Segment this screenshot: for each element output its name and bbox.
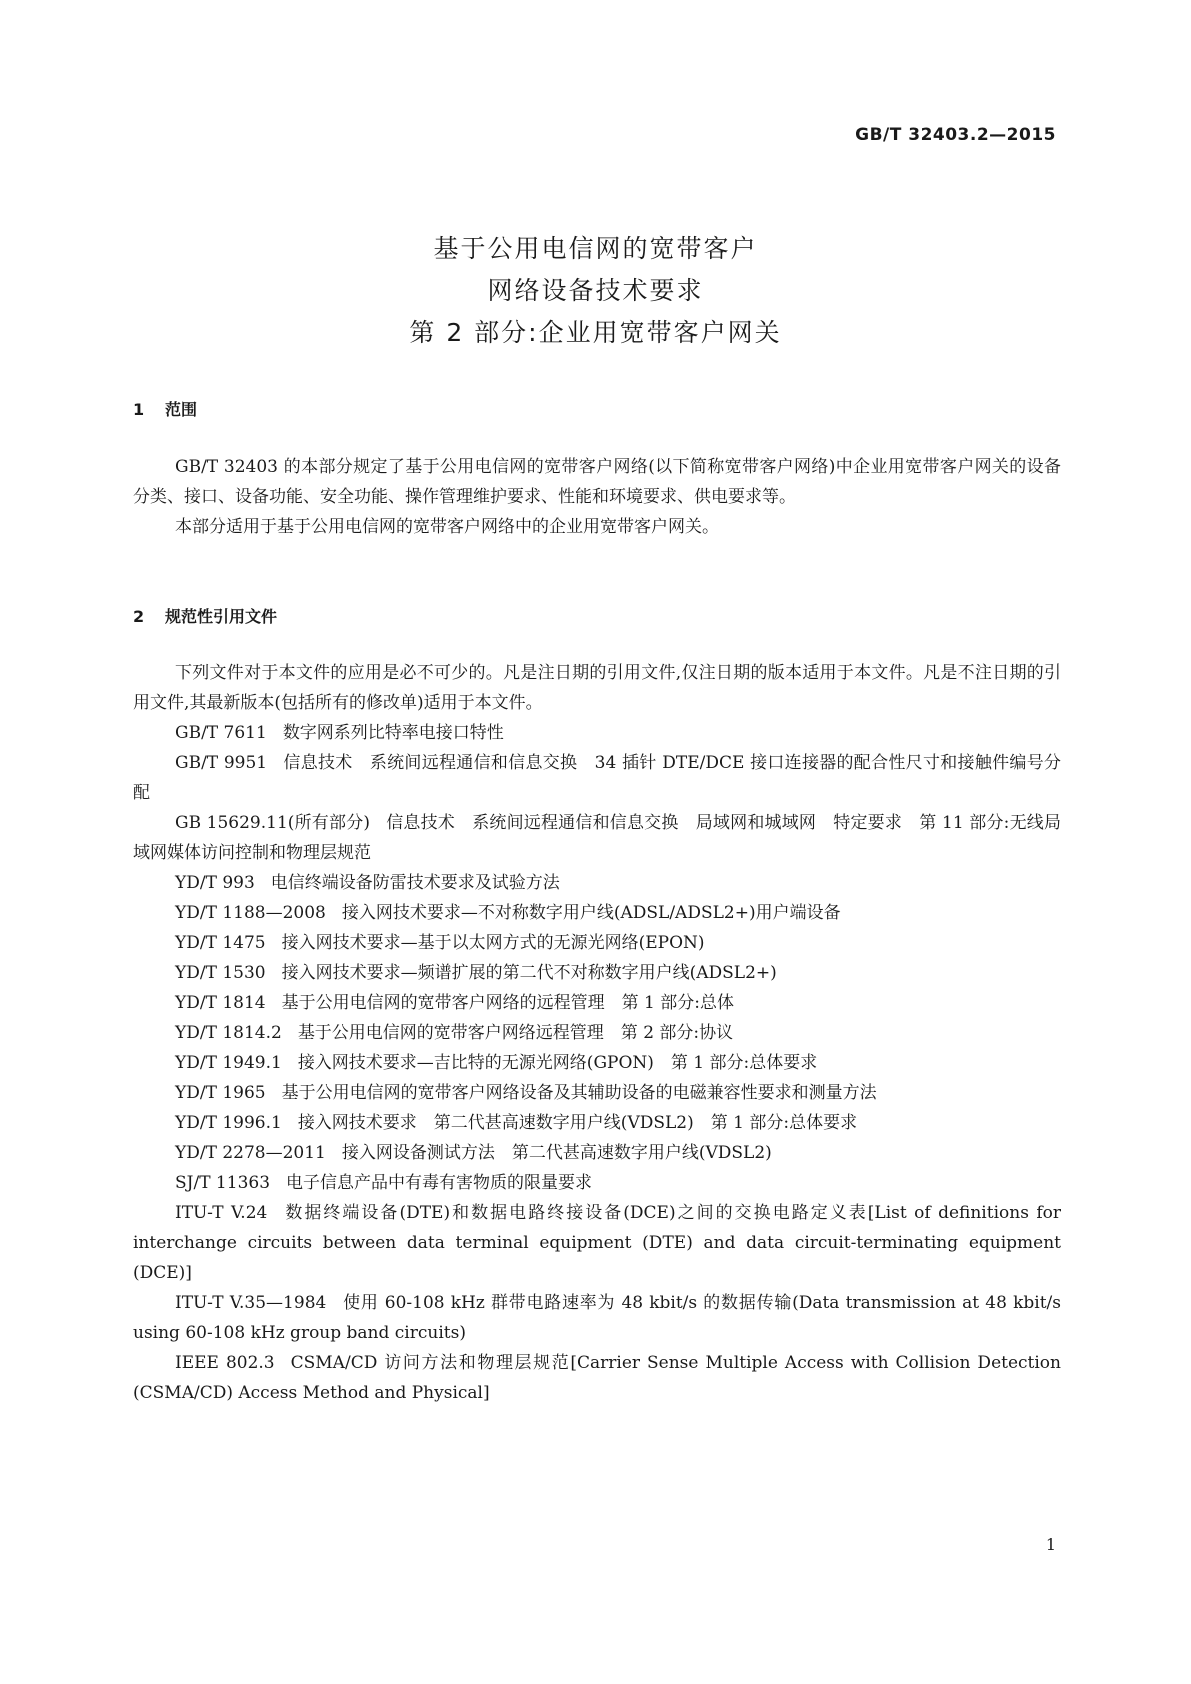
ref-title: 数字网系列比特率电接口特性	[282, 723, 504, 743]
section-title: 规范性引用文件	[165, 607, 278, 626]
reference-item	[133, 1198, 1061, 1288]
reference-item	[133, 1108, 1061, 1138]
reference-item	[133, 898, 1061, 928]
ref-code: GB 15629.11(所有部分)	[175, 813, 371, 833]
ref-title: 接入网技术要求—吉比特的无源光网络(GPON) 第 1 部分:总体要求	[297, 1053, 818, 1073]
ref-code: GB/T 7611	[175, 723, 267, 743]
ref-code: YD/T 993	[175, 873, 255, 893]
ref-code: ITU-T V.35—1984	[175, 1293, 327, 1313]
standard-code: GB/T 32403.2—2015	[855, 125, 1056, 145]
paragraph: GB/T 32403 的本部分规定了基于公用电信网的宽带客户网络(以下简称宽带客户网络)中企业用宽带客户网关的设备分类、接口、设备功能、安全功能、操作管理维护要求、性能和环境要求、供电要求等。	[133, 457, 1061, 507]
ref-code: YD/T 1530	[175, 963, 266, 983]
section-number: 2	[133, 607, 145, 626]
reference-item	[133, 868, 1061, 898]
section-1-heading	[133, 397, 197, 420]
ref-title: 电子信息产品中有毒有害物质的限量要求	[286, 1173, 593, 1193]
reference-item	[133, 718, 1061, 748]
paragraph: 下列文件对于本文件的应用是必不可少的。凡是注日期的引用文件,仅注日期的版本适用于本文件。凡是不注日期的引用文件,其最新版本(包括所有的修改单)适用于本文件。	[133, 663, 1061, 713]
reference-item	[133, 1048, 1061, 1078]
section-2-heading	[133, 604, 277, 627]
reference-item	[133, 1138, 1061, 1168]
reference-item	[133, 808, 1061, 868]
reference-item	[133, 988, 1061, 1018]
reference-item	[133, 1078, 1061, 1108]
ref-title: CSMA/CD 访问方法和物理层规范[Carrier Sense Multiple Access with Collision Detection (CSMA/CD) Access Method and Physical]	[133, 1353, 1061, 1403]
reference-item	[133, 958, 1061, 988]
reference-item	[133, 1288, 1061, 1348]
ref-code: YD/T 2278—2011	[175, 1143, 326, 1163]
reference-item	[133, 1168, 1061, 1198]
ref-code: ITU-T V.24	[175, 1203, 268, 1223]
ref-code: YD/T 1814.2	[175, 1023, 282, 1043]
ref-title: 电信终端设备防雷技术要求及试验方法	[270, 873, 560, 893]
page-number: 1	[1045, 1535, 1056, 1554]
ref-code: YD/T 1188—2008	[175, 903, 326, 923]
ref-code: YD/T 1475	[175, 933, 266, 953]
paragraph: 本部分适用于基于公用电信网的宽带客户网络中的企业用宽带客户网关。	[175, 517, 719, 537]
reference-item	[133, 928, 1061, 958]
ref-title: 接入网设备测试方法 第二代甚高速数字用户线(VDSL2)	[341, 1143, 772, 1163]
title-line-3: 第 2 部分:企业用宽带客户网关	[409, 318, 782, 347]
title-line-1: 基于公用电信网的宽带客户	[433, 234, 758, 263]
reference-item	[133, 748, 1061, 808]
reference-item	[133, 1018, 1061, 1048]
document-title	[0, 228, 1191, 354]
section-title: 范围	[165, 400, 198, 419]
ref-title: 使用 60-108 kHz 群带电路速率为 48 kbit/s 的数据传输(Data transmission at 48 kbit/s using 60-108 kHz group band circuits)	[133, 1293, 1061, 1343]
ref-title: 基于公用电信网的宽带客户网络的远程管理 第 1 部分:总体	[281, 993, 734, 1013]
ref-title: 基于公用电信网的宽带客户网络设备及其辅助设备的电磁兼容性要求和测量方法	[281, 1083, 877, 1103]
title-line-2: 网络设备技术要求	[487, 276, 704, 305]
section-number: 1	[133, 400, 145, 419]
ref-title: 接入网技术要求—频谱扩展的第二代不对称数字用户线(ADSL2+)	[281, 963, 777, 983]
ref-title: 接入网技术要求—基于以太网方式的无源光网络(EPON)	[281, 933, 705, 953]
ref-title: 接入网技术要求—不对称数字用户线(ADSL/ADSL2+)用户端设备	[341, 903, 841, 923]
ref-title: 信息技术 系统间远程通信和信息交换 34 插针 DTE/DCE 接口连接器的配合性尺寸和接触件编号分配	[133, 753, 1062, 803]
ref-code: YD/T 1949.1	[175, 1053, 282, 1073]
reference-item	[133, 1348, 1061, 1408]
ref-title: 基于公用电信网的宽带客户网络远程管理 第 2 部分:协议	[297, 1023, 734, 1043]
ref-title: 数据终端设备(DTE)和数据电路终接设备(DCE)之间的交换电路定义表[List of definitions for interchange circuits between data terminal equipment (DTE) and data circuit-terminating equipment (DCE)]	[133, 1203, 1061, 1283]
section-1-body	[133, 452, 1061, 542]
ref-code: GB/T 9951	[175, 753, 268, 773]
ref-code: YD/T 1814	[175, 993, 266, 1013]
ref-code: IEEE 802.3	[175, 1353, 275, 1373]
ref-title: 接入网技术要求 第二代甚高速数字用户线(VDSL2) 第 1 部分:总体要求	[297, 1113, 858, 1133]
ref-title: 信息技术 系统间远程通信和信息交换 局域网和城域网 特定要求 第 11 部分:无线局域网媒体访问控制和物理层规范	[133, 813, 1061, 863]
ref-code: YD/T 1996.1	[175, 1113, 282, 1133]
ref-code: SJ/T 11363	[175, 1173, 271, 1193]
ref-code: YD/T 1965	[175, 1083, 266, 1103]
section-2-body	[133, 658, 1061, 1408]
